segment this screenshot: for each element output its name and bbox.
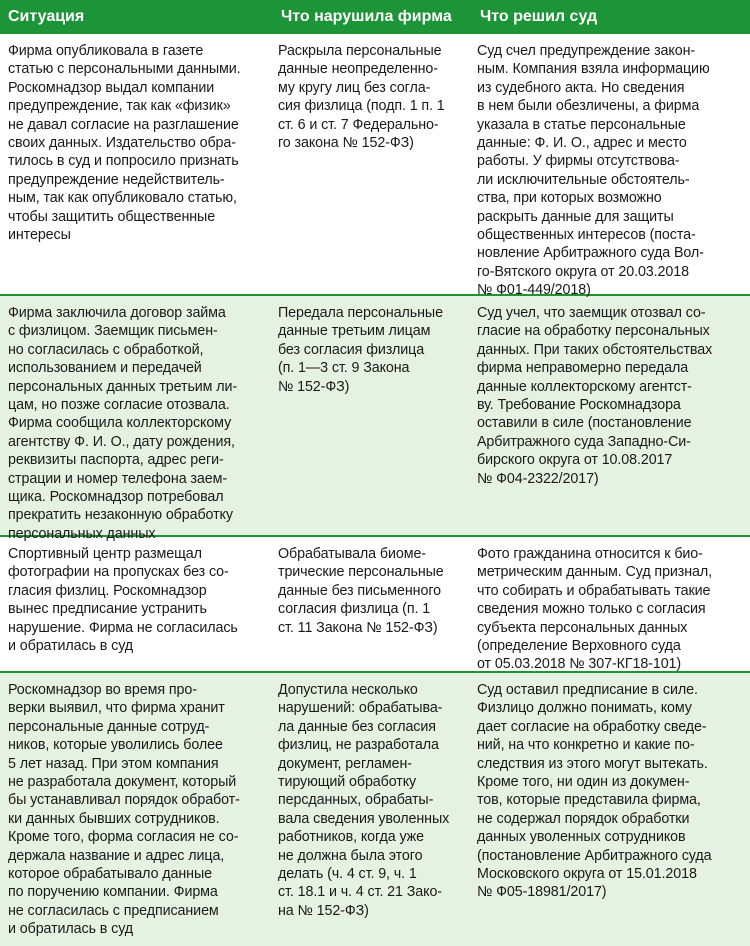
header-decision: Что решил суд <box>480 8 598 25</box>
decision-cell: Суд оставил предписание в силе. Физлицо должно понимать, кому дает согласие на обработку сведе- ний, на что конкретно и какие по- следствия из этого могут вытекать. Кроме того, ни один из докумен- тов, которые представила фирма, не содержал порядок обработки данных уволенных сотрудников (постановление Арбитражного суда Московского округа от 15.01.2018 № Ф05-18981/2017) <box>477 682 712 901</box>
violation-cell: Обрабатывала биоме- трические персональные данные без письменного согласия физлица (п. 1 ст. 11 Закона № 152-ФЗ) <box>278 546 444 636</box>
header-situation: Ситуация <box>8 8 85 25</box>
violation-cell: Допустила несколько нарушений: обрабатыва- ла данные без согласия физлиц, не разработала документ, регламен- тирующий обработку персданных, обрабаты- вала сведения уволенных работников, когда уже не должна была этого делать (ч. 4 ст. 9, ч. 1 ст. 18.1 и ч. 4 ст. 21 Зако- на № 152-ФЗ) <box>278 682 450 919</box>
decision-cell: Суд счел предупреждение закон- ным. Компания взяла информацию из судебного акта. Но сведения в нем были обезличены, а фирма указала в статье персональные данные: Ф. И. О., адрес и место работы. У фирмы отсутствова- ли исключительные обстоятель- ства, при которых возможно раскрыть данные для защиты общественных интересов (поста- новление Арбитражного суда Вол- го-Вятского округа от 20.03.2018 № Ф01-449/2018) <box>477 43 710 299</box>
situation-cell: Спортивный центр размещал фотографии на пропусках без со- гласия физлиц. Роскомнадзор вынес предписание устранить нарушение. Фирма не согласилась и обратилась в суд <box>8 546 238 655</box>
header-violation: Что нарушила фирма <box>281 8 452 25</box>
decision-cell: Суд учел, что заемщик отозвал со- гласие на обработку персональных данных. При таких обстоятельствах фирма неправомерно передала данные коллекторскому агентст- ву. Требование Роскомнадзора оставили в силе (постановление Арбитражного суда Западно-Си- бирского округа от 10.08.2017 № Ф04-2322/2017) <box>477 305 713 487</box>
situation-cell: Роскомнадзор во время про- верки выявил, что фирма хранит персональные данные сотруд- ников, которые уволились более 5 лет назад. При этом компания не разработала документ, который бы устанавливал порядок обработ- ки данных бывших сотрудников. Кроме того, форма согласия не со- держала название и адрес лица, которое обрабатывало данные по поручению компании. Фирма не согласилась с предписанием и обратилась в суд <box>8 682 240 938</box>
violation-cell: Передала персональные данные третьим лицам без согласия физлица (п. 1—3 ст. 9 Закона № 152-ФЗ) <box>278 305 443 395</box>
situation-cell: Фирма опубликовала в газете статью с персональными данными. Роскомнадзор выдал компании предупреждение, так как «физик» не давал согласие на разглашение своих данных. Издательство обра- тилось в суд и попросило признать предупреждение недействитель- ным, так как опубликовало статью, чтобы защитить общественные интересы <box>8 43 241 244</box>
table-row <box>0 34 750 299</box>
situation-cell: Фирма заключила договор займа с физлицом. Заемщик письмен- но согласилась с обработкой, использованием и передачей персональных данных третьим ли- цам, но позже согласие отозвала. Фирма сообщила коллекторскому агентству Ф. И. О., дату рождения, реквизиты паспорта, адрес реги- страции и номер телефона заем- щика. Роскомнадзор потребовал прекратить незаконную обработку персональных данных <box>8 305 238 542</box>
violation-cell: Раскрыла персональные данные неопределенно- му кругу лиц без согла- сия физлица (подп. 1 п. 1 ст. 6 и ст. 7 Федерально- го закона № 152-ФЗ) <box>278 43 445 152</box>
table-row <box>0 537 750 673</box>
table-row <box>0 673 750 946</box>
table-header <box>0 0 750 34</box>
decision-cell: Фото гражданина относится к био- метрическим данным. Суд признал, что собирать и обрабатывать такие сведения можно только с согласия субъекта персональных данных (определение Верховного суда от 05.03.2018 № 307-КГ18-101) <box>477 546 713 673</box>
table-row <box>0 296 750 542</box>
